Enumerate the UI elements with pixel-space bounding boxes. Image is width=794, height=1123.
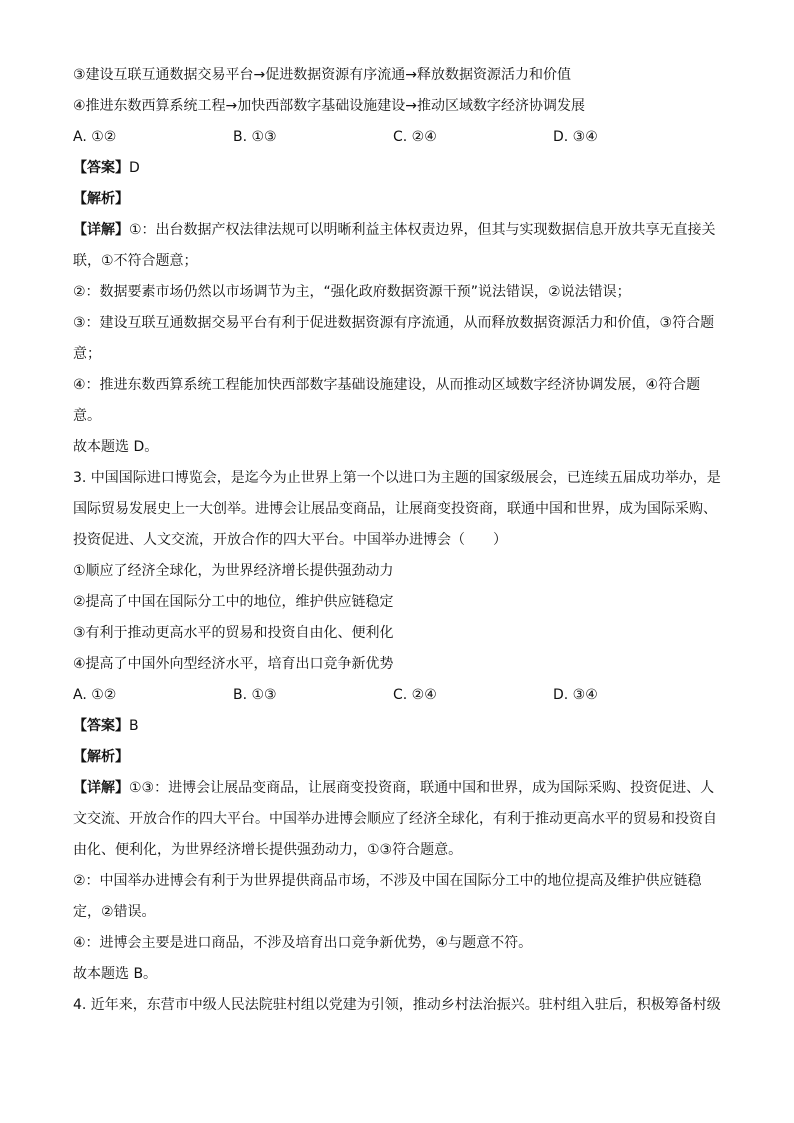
- detail-tag: 【详解】: [73, 780, 129, 796]
- q2-detail-1: [73, 215, 723, 246]
- q4-stem-1: 4. 近年来，东营市中级人民法院驻村组以党建为引领，推动乡村法治振兴。驻村组入驻后，积极筹备村级: [73, 997, 721, 1013]
- q3-analysis-tag: 【解析】: [73, 749, 129, 765]
- document-page: [73, 60, 723, 1021]
- q3-detail-2-cont: 定，②错误。: [73, 904, 156, 920]
- detail-text: ①：出台数据产权法律法规可以明晰利益主体权责边界，但其与实现数据信息开放共享无直接关: [129, 222, 716, 238]
- q2-detail-3-cont: 意；: [73, 346, 101, 362]
- q2-option-c: C. ②④: [393, 129, 437, 145]
- q3-option-d: D. ③④: [553, 687, 598, 703]
- q2-detail-2: ②：数据要素市场仍然以市场调节为主，“强化政府数据资源干预”说法错误，②说法错误；: [73, 284, 631, 300]
- q2-item-4: ④推进东数西算系统工程→加快西部数字基础设施建设→推动区域数字经济协调发展: [73, 98, 586, 114]
- q2-detail-3: ③：建设互联互通数据交易平台有利于促进数据资源有序流通，从而释放数据资源活力和价值，③符合题: [73, 315, 715, 331]
- q2-conclusion: 故本题选 D。: [73, 439, 159, 455]
- q2-option-d: D. ③④: [553, 129, 598, 145]
- answer-value: D: [129, 160, 140, 176]
- q3-detail-4: ④：进博会主要是进口商品，不涉及培育出口竞争新优势，④与题意不符。: [73, 935, 533, 951]
- q2-detail-4-cont: 意。: [73, 408, 101, 424]
- q3-stem-1: 3. 中国国际进口博览会，是迄今为止世界上第一个以进口为主题的国家级展会，已连续五届成功举办，是: [73, 470, 721, 486]
- q2-detail-4: ④：推进东数西算系统工程能加快西部数字基础设施建设，从而推动区域数字经济协调发展，④符合题: [73, 377, 701, 393]
- q2-analysis-tag: 【解析】: [73, 191, 129, 207]
- q3-option-c: C. ②④: [393, 687, 437, 703]
- answer-tag: 【答案】: [73, 160, 129, 176]
- q3-stem-2: 国际贸易发展史上一大创举。进博会让展品变商品，让展商变投资商，联通中国和世界，成为国际采购、: [73, 501, 717, 517]
- q2-item-3: ③建设互联互通数据交易平台→促进数据资源有序流通→释放数据资源活力和价值: [73, 67, 572, 83]
- answer-value: B: [129, 718, 139, 734]
- detail-text: ①③：进博会让展品变商品，让展商变投资商，联通中国和世界，成为国际采购、投资促进、人: [129, 780, 715, 796]
- q2-detail-1-cont: 联，①不符合题意；: [73, 253, 198, 269]
- q3-detail-13: [73, 773, 723, 804]
- q3-answer: [73, 711, 723, 742]
- q3-item-1: ①顺应了经济全球化，为世界经济增长提供强劲动力: [73, 563, 394, 579]
- q2-options: [73, 122, 723, 153]
- q3-detail-2: ②：中国举办进博会有利于为世界提供商品市场，不涉及中国在国际分工中的地位提高及维护供应链稳: [73, 873, 702, 889]
- q3-item-3: ③有利于推动更高水平的贸易和投资自由化、便利化: [73, 625, 394, 641]
- q3-detail-13-cont-1: 文交流、开放合作的四大平台。中国举办进博会顺应了经济全球化，有利于推动更高水平的贸易和投资自: [73, 811, 717, 827]
- q2-answer: [73, 153, 723, 184]
- q3-detail-13-cont-2: 由化、便利化，为世界经济增长提供强劲动力，①③符合题意。: [73, 842, 463, 858]
- q3-conclusion: 故本题选 B。: [73, 966, 158, 982]
- q3-option-a: A. ①②: [73, 687, 117, 703]
- q3-item-2: ②提高了中国在国际分工中的地位，维护供应链稳定: [73, 594, 394, 610]
- answer-tag: 【答案】: [73, 718, 129, 734]
- q2-option-b: B. ①③: [233, 129, 277, 145]
- q3-options: [73, 680, 723, 711]
- q3-item-4: ④提高了中国外向型经济水平，培育出口竞争新优势: [73, 656, 394, 672]
- detail-tag: 【详解】: [73, 222, 129, 238]
- q2-option-a: A. ①②: [73, 129, 117, 145]
- q3-stem-3: 投资促进、人文交流，开放合作的四大平台。中国举办进博会（ ）: [73, 532, 507, 548]
- q3-option-b: B. ①③: [233, 687, 277, 703]
